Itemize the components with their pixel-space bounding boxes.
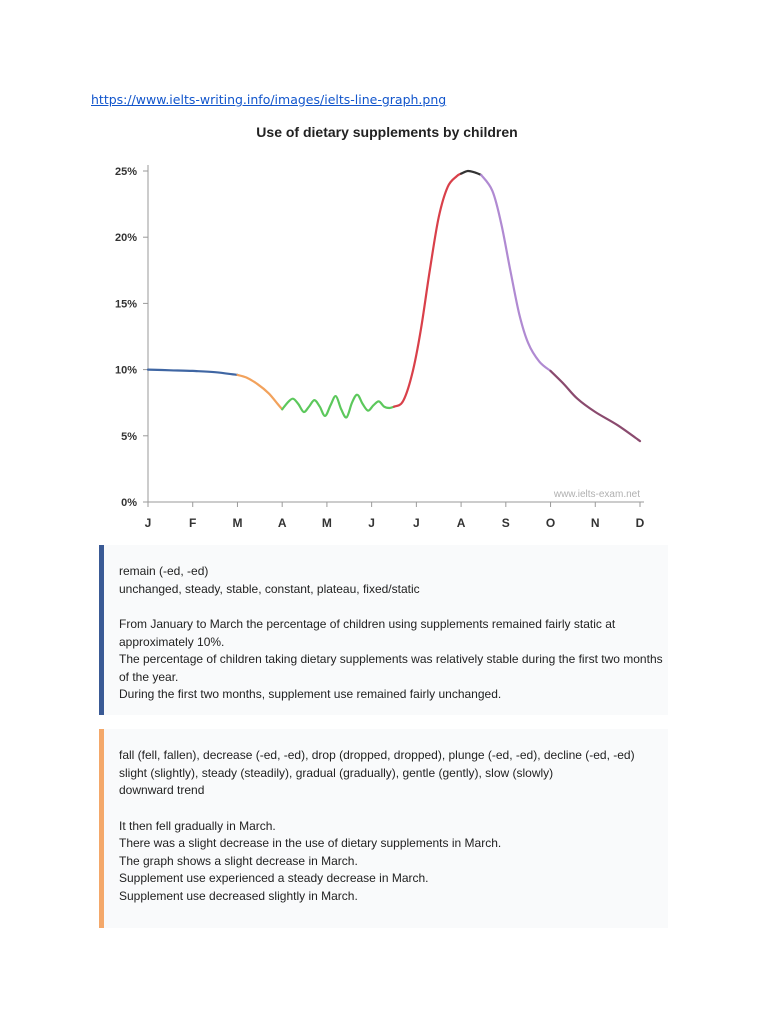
series-line-segment bbox=[461, 171, 481, 175]
note-box-fall bbox=[99, 729, 668, 928]
note-box-remain bbox=[99, 545, 668, 715]
series-line-segment bbox=[394, 174, 461, 407]
chart-axes bbox=[148, 165, 644, 502]
note-box-text bbox=[119, 747, 635, 905]
paragraph-gap bbox=[119, 598, 663, 616]
x-tick-label: M bbox=[232, 516, 243, 530]
note-box-accent-bar bbox=[99, 729, 104, 928]
y-tick-label: 5% bbox=[121, 430, 137, 443]
series-line-segment bbox=[238, 375, 283, 409]
x-tick-label: J bbox=[144, 516, 152, 530]
x-axis-ticks bbox=[145, 502, 645, 530]
series-line-segment bbox=[551, 371, 641, 441]
note-line: remain (-ed, -ed) bbox=[119, 564, 209, 578]
note-line: Supplement use experienced a steady decrease in March. bbox=[119, 871, 429, 885]
x-tick-label: D bbox=[635, 516, 645, 530]
series-line-segment bbox=[148, 370, 238, 375]
y-tick-label: 10% bbox=[114, 364, 137, 377]
note-line: The percentage of children taking dietary supplements was relatively stable during the first two months bbox=[119, 652, 663, 666]
note-box-text bbox=[119, 563, 663, 704]
x-tick-label: A bbox=[456, 516, 466, 530]
y-axis-ticks bbox=[115, 166, 148, 509]
y-tick-label: 20% bbox=[114, 232, 137, 245]
note-box-accent-bar bbox=[99, 545, 104, 715]
x-tick-label: F bbox=[189, 516, 197, 530]
x-tick-label: J bbox=[413, 516, 420, 530]
note-line: slight (slightly), steady (steadily), gradual (gradually), gentle (gently), slow (slowly) bbox=[119, 765, 554, 780]
note-line: The graph shows a slight decrease in March. bbox=[119, 853, 358, 868]
y-tick-label: 0% bbox=[121, 497, 137, 509]
note-line: of the year. bbox=[119, 669, 179, 684]
chart-title: Use of dietary supplements by children bbox=[256, 124, 518, 140]
x-tick-label: J bbox=[368, 516, 375, 530]
x-tick-label: M bbox=[321, 516, 332, 530]
x-tick-label: O bbox=[545, 516, 556, 530]
y-tick-label: 25% bbox=[114, 166, 137, 178]
series-line-segment bbox=[282, 395, 394, 418]
note-line: unchanged, steady, stable, constant, plateau, fixed/static bbox=[119, 581, 420, 596]
note-line: Supplement use decreased slightly in March. bbox=[119, 888, 358, 903]
chart-series bbox=[148, 171, 640, 441]
paragraph-gap bbox=[119, 800, 635, 818]
chart-watermark: www.ielts-exam.net bbox=[553, 489, 640, 500]
note-line: downward trend bbox=[119, 783, 205, 797]
note-line: From January to March the percentage of children using supplements remained fairly static at bbox=[119, 617, 616, 631]
note-line: fall (fell, fallen), decrease (-ed, -ed), drop (dropped, dropped), plunge (-ed, -ed), decline (-ed, -ed) bbox=[119, 748, 635, 762]
note-line: There was a slight decrease in the use of dietary supplements in March. bbox=[119, 836, 502, 850]
x-tick-label: A bbox=[277, 516, 287, 530]
source-link[interactable]: https://www.ielts-writing.info/images/ielts-line-graph.png bbox=[91, 92, 447, 107]
note-line: During the first two months, supplement use remained fairly unchanged. bbox=[119, 687, 502, 701]
x-tick-label: N bbox=[590, 516, 600, 530]
y-tick-label: 15% bbox=[114, 298, 137, 311]
x-tick-label: S bbox=[501, 516, 510, 530]
note-line: approximately 10%. bbox=[119, 634, 225, 649]
note-line: It then fell gradually in March. bbox=[119, 818, 276, 833]
series-line-segment bbox=[481, 175, 550, 371]
